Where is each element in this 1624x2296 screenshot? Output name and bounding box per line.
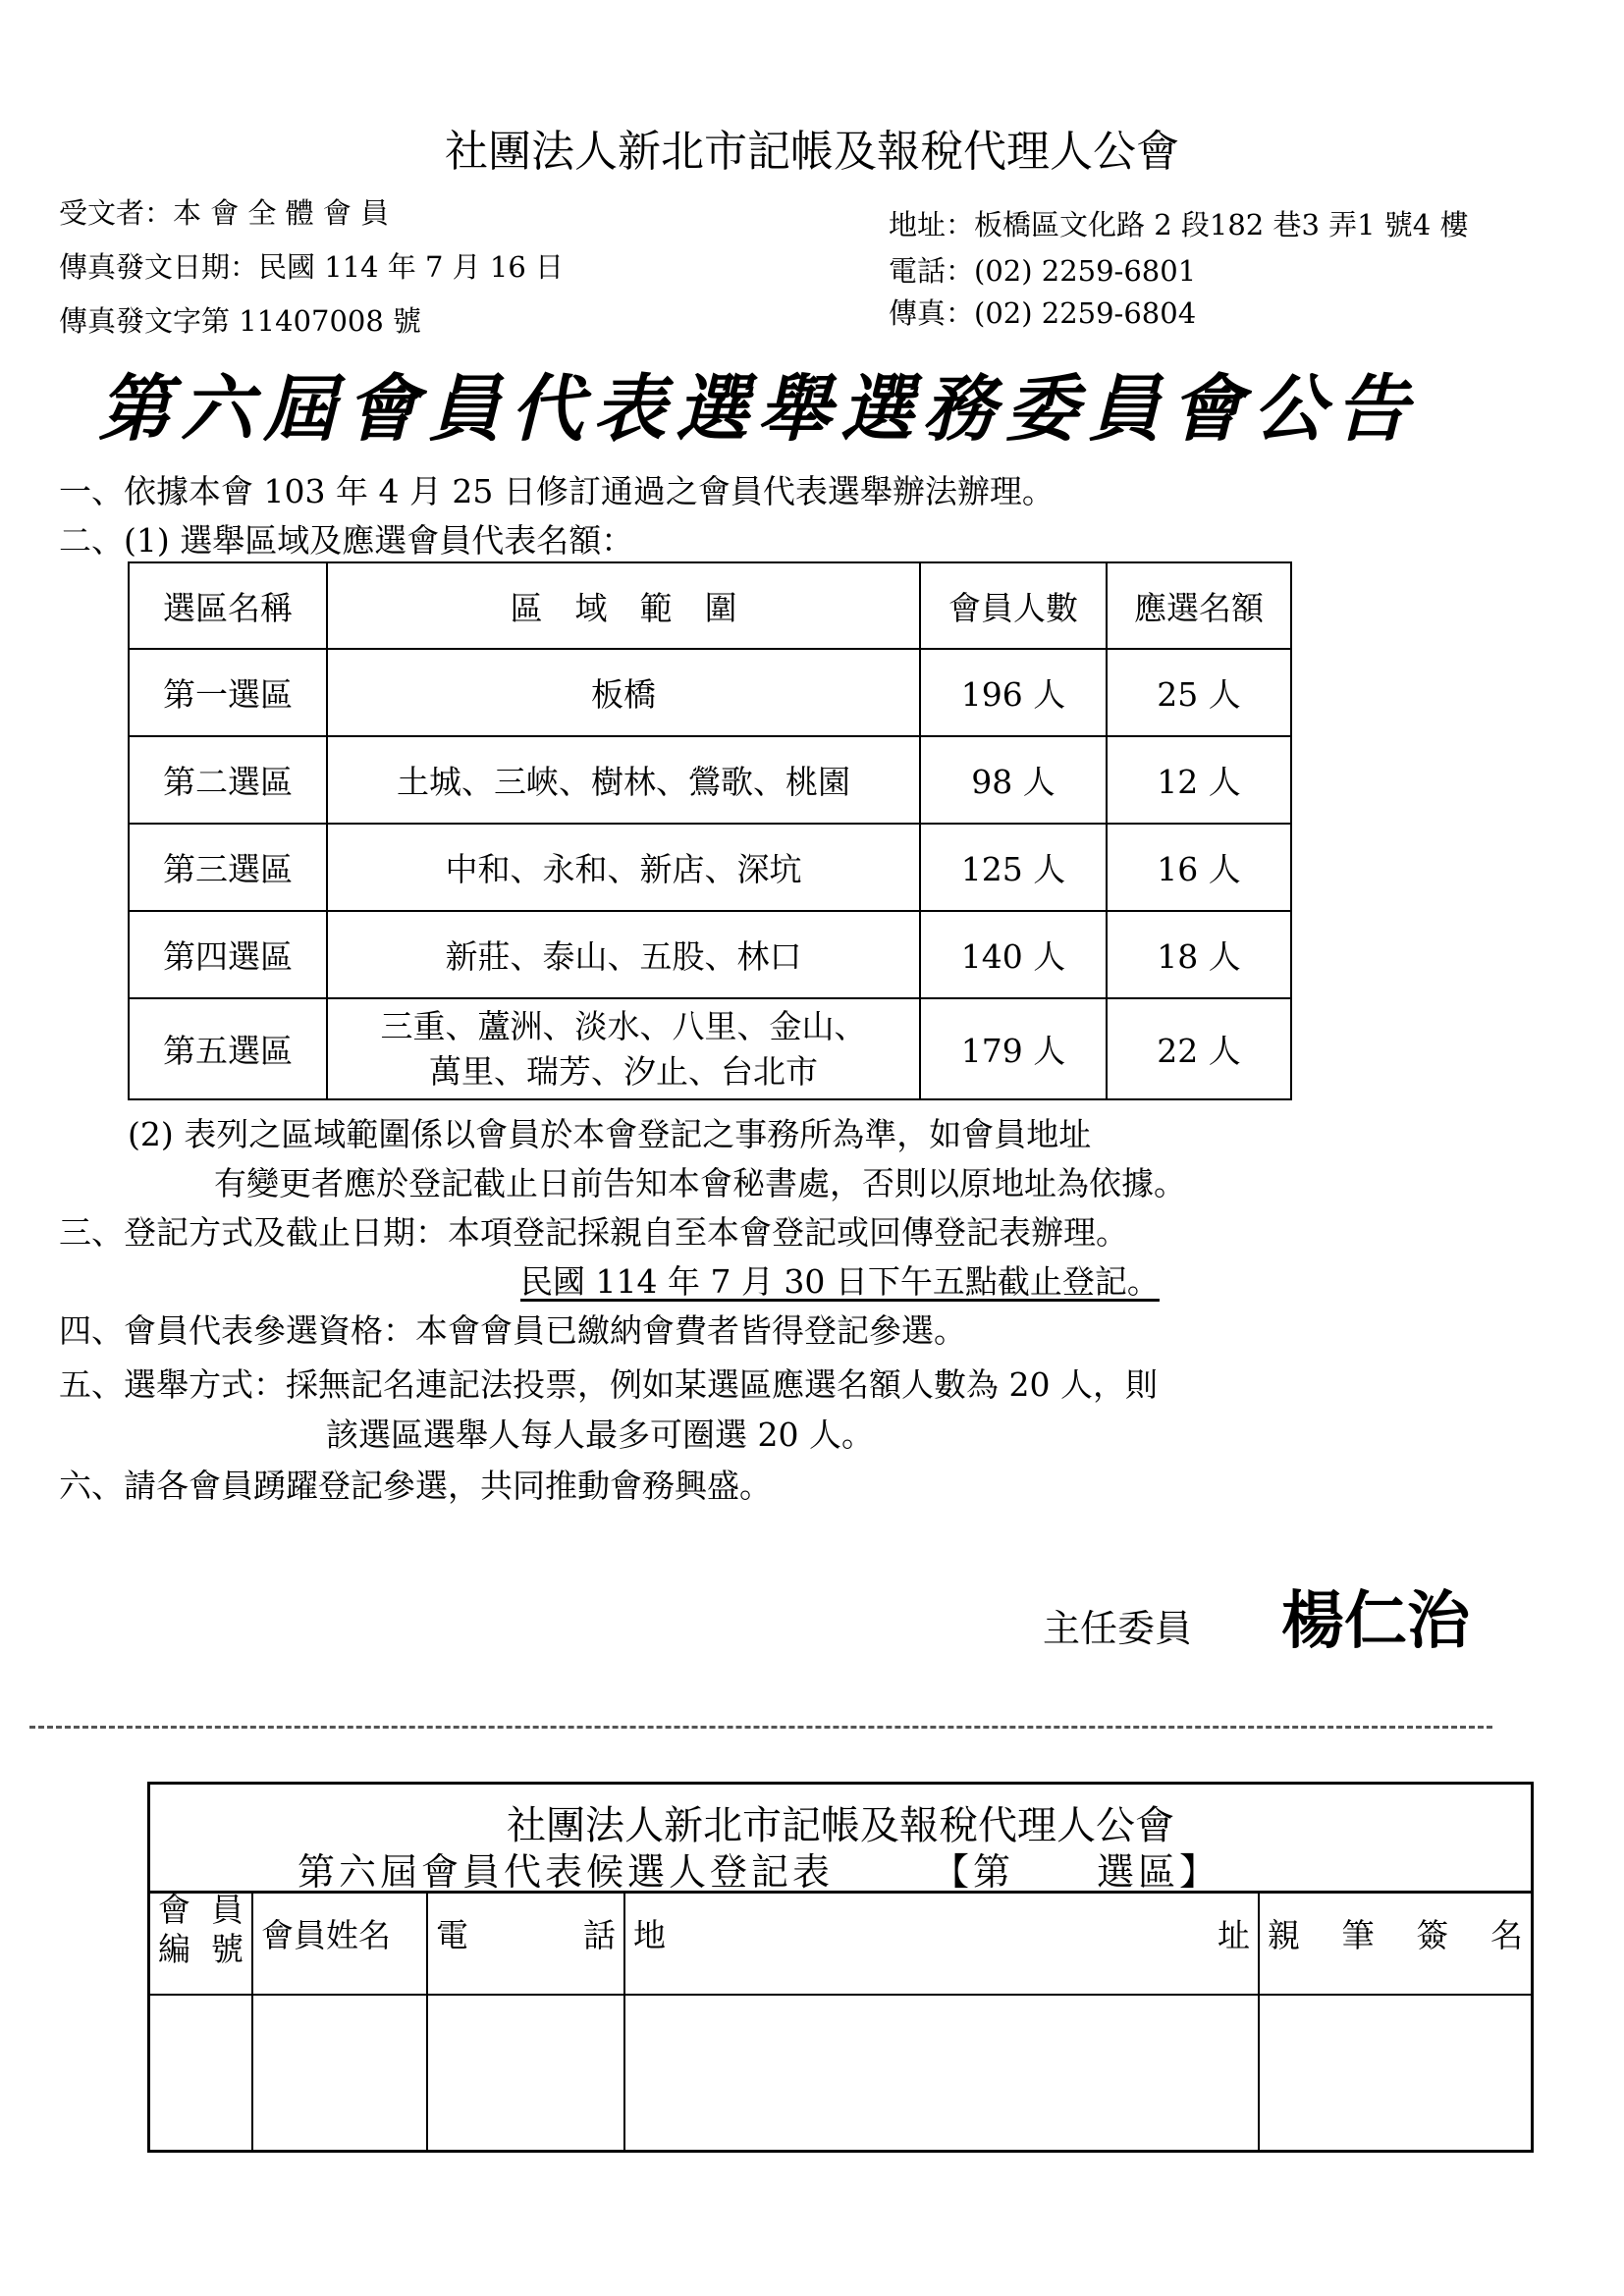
district-name: 第四選區: [129, 911, 327, 998]
district-seats: 16 人: [1107, 824, 1291, 911]
registration-form: [147, 1782, 1534, 2153]
form-title-text: 第六屆會員代表候選人登記表: [298, 1850, 835, 1894]
table-row: [129, 824, 1291, 911]
signature-label: [1260, 1910, 1531, 1956]
signature-role: 主任委員: [1043, 1607, 1193, 1650]
item-2-note-line1: (2) 表列之區域範圍係以會員於本會登記之事務所為準，如會員地址: [128, 1115, 1092, 1153]
district-seats: 22 人: [1107, 998, 1291, 1099]
address-field[interactable]: [624, 1995, 1259, 2150]
district-members: 196 人: [920, 649, 1107, 736]
district-members: 140 人: [920, 911, 1107, 998]
form-entry-row: [150, 1995, 1531, 2150]
form-header-row: [150, 1891, 1531, 1995]
signature-char: 親: [1268, 1916, 1300, 1954]
form-header-member-no: [150, 1891, 252, 1995]
form-header-phone: [427, 1891, 624, 1995]
table-header-row: [129, 562, 1291, 649]
member-name-field[interactable]: [252, 1995, 427, 2150]
table-row: [129, 649, 1291, 736]
district-area: 板橋: [327, 649, 920, 736]
item-2: 二、(1) 選舉區域及應選會員代表名額：: [59, 521, 634, 560]
district-seats: 12 人: [1107, 736, 1291, 824]
form-org-name: 社團法人新北市記帳及報稅代理人公會: [507, 1803, 1174, 1848]
district-members: 125 人: [920, 824, 1107, 911]
form-table: [150, 1891, 1531, 2150]
district-area: [327, 998, 920, 1099]
item-2-note-line2: 有變更者應於登記截止日前告知本會秘書處，否則以原地址為依據。: [214, 1164, 1186, 1202]
district-name: 第二選區: [129, 736, 327, 824]
form-district-slot: 【第 選區】: [932, 1850, 1221, 1894]
item-1: 一、依據本會 103 年 4 月 25 日修訂通過之會員代表選舉辦法辦理。: [59, 472, 1055, 510]
item-5-line1: 五、選舉方式：採無記名連記法投票，例如某選區應選名額人數為 20 人，則: [59, 1365, 1158, 1404]
district-members: 98 人: [920, 736, 1107, 824]
org-title: 社團法人新北市記帳及報稅代理人公會: [445, 127, 1179, 177]
fax: 傳真：(02) 2259-6804: [889, 296, 1197, 330]
header-district-name: 選區名稱: [129, 562, 327, 649]
district-area: 新莊、泰山、五股、林口: [327, 911, 920, 998]
member-no-char: 編: [158, 1930, 190, 1968]
phone-field[interactable]: [427, 1995, 624, 2150]
phone-label: [428, 1910, 623, 1956]
signature-name: 楊仁治: [1281, 1585, 1470, 1658]
phone-char: 電: [436, 1916, 468, 1954]
district-name: 第五選區: [129, 998, 327, 1099]
signature-char: 名: [1489, 1916, 1523, 1954]
fax-number: 傳真發文字第 11407008 號: [59, 304, 422, 338]
fax-date: 傳真發文日期：民國 114 年 7 月 16 日: [59, 250, 565, 284]
district-members: 179 人: [920, 998, 1107, 1099]
district-seats: 18 人: [1107, 911, 1291, 998]
item-4: 四、會員代表參選資格：本會會員已繳納會費者皆得登記參選。: [59, 1311, 966, 1350]
item-6: 六、請各會員踴躍登記參選，共同推動會務興盛。: [59, 1467, 772, 1505]
district-area-line1: 三重、蘆洲、淡水、八里、金山、: [380, 1006, 867, 1045]
form-header: [150, 1785, 1531, 1894]
phone: 電話：(02) 2259-6801: [889, 254, 1197, 288]
announcement-title: 第六屆會員代表選舉選務委員會公告: [98, 367, 1418, 452]
district-name: 第三選區: [129, 824, 327, 911]
header-seats: 應選名額: [1107, 562, 1291, 649]
address: 地址：板橋區文化路 2 段182 巷3 弄1 號4 樓: [889, 208, 1469, 241]
signature-char: 筆: [1341, 1916, 1375, 1954]
header-members: 會員人數: [920, 562, 1107, 649]
item-3: 三、登記方式及截止日期：本項登記採親自至本會登記或回傳登記表辦理。: [59, 1213, 1128, 1252]
cut-line: [29, 1726, 1492, 1729]
form-title: [298, 1842, 1220, 1896]
phone-char: 話: [583, 1916, 616, 1954]
form-header-signature: [1259, 1891, 1531, 1995]
member-no-top: [150, 1891, 251, 1930]
district-table: [128, 561, 1292, 1100]
item-3-deadline: 民國 114 年 7 月 30 日下午五點截止登記。: [520, 1262, 1160, 1301]
address-char: 址: [1218, 1916, 1250, 1954]
table-row: [129, 911, 1291, 998]
header-area: 區 域 範 圍: [327, 562, 920, 649]
table-row: [129, 736, 1291, 824]
district-area: 土城、三峽、樹林、鶯歌、桃園: [327, 736, 920, 824]
item-5-line2: 該選區選舉人每人最多可圈選 20 人。: [326, 1415, 874, 1454]
signature-field[interactable]: [1259, 1995, 1531, 2150]
address-label: [625, 1910, 1258, 1956]
table-row: [129, 998, 1291, 1099]
district-seats: 25 人: [1107, 649, 1291, 736]
district-area: 中和、永和、新店、深坑: [327, 824, 920, 911]
member-no-bottom: [150, 1930, 251, 1969]
member-no-char: 會: [158, 1891, 190, 1929]
member-no-char: 員: [211, 1891, 244, 1929]
form-header-name: [252, 1891, 427, 1995]
recipient: 受文者：本 會 全 體 會 員: [59, 196, 390, 230]
district-area-line2: 萬里、瑞芳、汐止、台北市: [429, 1051, 818, 1091]
member-no-field[interactable]: [150, 1995, 252, 2150]
form-header-name-label: 會員姓名: [261, 1916, 391, 1954]
district-name: 第一選區: [129, 649, 327, 736]
form-header-address: [624, 1891, 1259, 1995]
address-char: 地: [633, 1916, 666, 1954]
member-no-char: 號: [211, 1930, 244, 1968]
signature-char: 簽: [1416, 1916, 1449, 1954]
